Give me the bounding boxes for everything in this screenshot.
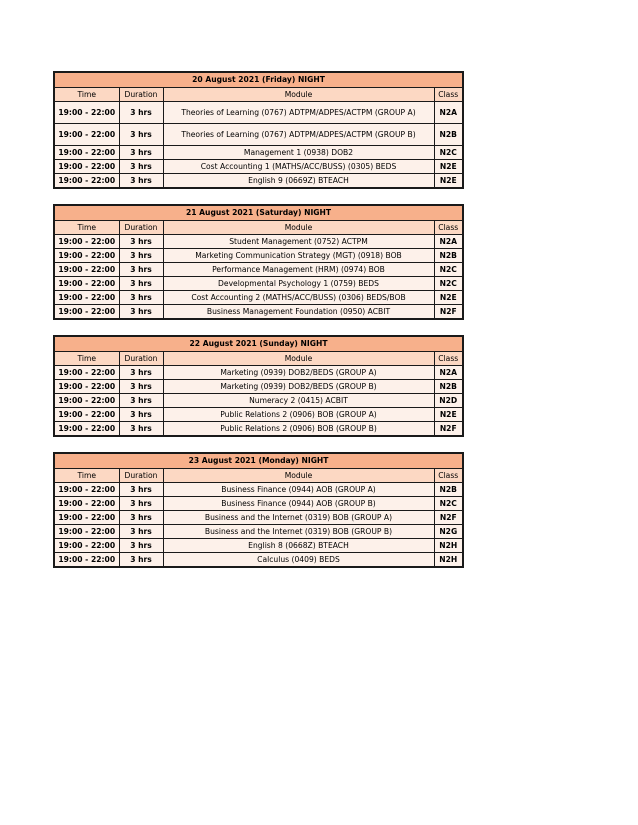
class-cell: N2C bbox=[434, 146, 463, 160]
class-cell: N2B bbox=[434, 249, 463, 263]
duration-cell: 3 hrs bbox=[119, 160, 163, 174]
session-table bbox=[53, 335, 464, 437]
time-cell: 19:00 - 22:00 bbox=[54, 483, 119, 497]
class-cell: N2C bbox=[434, 277, 463, 291]
time-cell: 19:00 - 22:00 bbox=[54, 249, 119, 263]
class-cell: N2A bbox=[434, 235, 463, 249]
module-cell: Management 1 (0938) DOB2 bbox=[163, 146, 434, 160]
session-title: 22 August 2021 (Sunday) NIGHT bbox=[54, 336, 463, 352]
class-cell: N2H bbox=[434, 539, 463, 553]
duration-cell: 3 hrs bbox=[119, 146, 163, 160]
duration-cell: 3 hrs bbox=[119, 422, 163, 437]
module-cell: Cost Accounting 2 (MATHS/ACC/BUSS) (0306) BEDS/BOB bbox=[163, 291, 434, 305]
table-row bbox=[54, 539, 463, 553]
time-cell: 19:00 - 22:00 bbox=[54, 511, 119, 525]
header-row bbox=[54, 221, 463, 235]
column-header-duration: Duration bbox=[119, 221, 163, 235]
duration-cell: 3 hrs bbox=[119, 511, 163, 525]
session-title: 21 August 2021 (Saturday) NIGHT bbox=[54, 205, 463, 221]
table-row bbox=[54, 553, 463, 568]
class-cell: N2G bbox=[434, 525, 463, 539]
class-cell: N2D bbox=[434, 394, 463, 408]
duration-cell: 3 hrs bbox=[119, 291, 163, 305]
table-row bbox=[54, 380, 463, 394]
column-header-duration: Duration bbox=[119, 469, 163, 483]
table-row bbox=[54, 394, 463, 408]
time-cell: 19:00 - 22:00 bbox=[54, 124, 119, 146]
duration-cell: 3 hrs bbox=[119, 263, 163, 277]
duration-cell: 3 hrs bbox=[119, 539, 163, 553]
table-row bbox=[54, 511, 463, 525]
class-cell: N2C bbox=[434, 263, 463, 277]
time-cell: 19:00 - 22:00 bbox=[54, 277, 119, 291]
exam-timetable bbox=[53, 71, 462, 583]
table-row bbox=[54, 235, 463, 249]
module-cell: Calculus (0409) BEDS bbox=[163, 553, 434, 568]
session-table bbox=[53, 204, 464, 320]
table-row bbox=[54, 525, 463, 539]
time-cell: 19:00 - 22:00 bbox=[54, 263, 119, 277]
column-header-class: Class bbox=[434, 221, 463, 235]
table-row bbox=[54, 497, 463, 511]
time-cell: 19:00 - 22:00 bbox=[54, 160, 119, 174]
time-cell: 19:00 - 22:00 bbox=[54, 553, 119, 568]
class-cell: N2H bbox=[434, 553, 463, 568]
time-cell: 19:00 - 22:00 bbox=[54, 174, 119, 189]
duration-cell: 3 hrs bbox=[119, 174, 163, 189]
table-row bbox=[54, 146, 463, 160]
module-cell: Numeracy 2 (0415) ACBIT bbox=[163, 394, 434, 408]
header-row bbox=[54, 352, 463, 366]
module-cell: Theories of Learning (0767) ADTPM/ADPES/ACTPM (GROUP A) bbox=[163, 102, 434, 124]
session-table bbox=[53, 452, 464, 568]
module-cell: Developmental Psychology 1 (0759) BEDS bbox=[163, 277, 434, 291]
header-row bbox=[54, 469, 463, 483]
column-header-module: Module bbox=[163, 352, 434, 366]
time-cell: 19:00 - 22:00 bbox=[54, 539, 119, 553]
table-row bbox=[54, 174, 463, 189]
class-cell: N2F bbox=[434, 422, 463, 437]
class-cell: N2E bbox=[434, 291, 463, 305]
column-header-duration: Duration bbox=[119, 352, 163, 366]
time-cell: 19:00 - 22:00 bbox=[54, 102, 119, 124]
class-cell: N2E bbox=[434, 408, 463, 422]
session-title: 20 August 2021 (Friday) NIGHT bbox=[54, 72, 463, 88]
class-cell: N2B bbox=[434, 380, 463, 394]
column-header-time: Time bbox=[54, 221, 119, 235]
module-cell: Business Finance (0944) AOB (GROUP B) bbox=[163, 497, 434, 511]
table-row bbox=[54, 422, 463, 437]
module-cell: Student Management (0752) ACTPM bbox=[163, 235, 434, 249]
column-header-module: Module bbox=[163, 221, 434, 235]
table-row bbox=[54, 277, 463, 291]
time-cell: 19:00 - 22:00 bbox=[54, 380, 119, 394]
class-cell: N2F bbox=[434, 511, 463, 525]
session-title: 23 August 2021 (Monday) NIGHT bbox=[54, 453, 463, 469]
module-cell: Marketing (0939) DOB2/BEDS (GROUP B) bbox=[163, 380, 434, 394]
duration-cell: 3 hrs bbox=[119, 497, 163, 511]
module-cell: Business and the Internet (0319) BOB (GROUP B) bbox=[163, 525, 434, 539]
table-row bbox=[54, 305, 463, 320]
table-row bbox=[54, 408, 463, 422]
module-cell: Cost Accounting 1 (MATHS/ACC/BUSS) (0305) BEDS bbox=[163, 160, 434, 174]
column-header-module: Module bbox=[163, 469, 434, 483]
time-cell: 19:00 - 22:00 bbox=[54, 497, 119, 511]
table-row bbox=[54, 124, 463, 146]
table-row bbox=[54, 249, 463, 263]
session-table bbox=[53, 71, 464, 189]
table-row bbox=[54, 160, 463, 174]
class-cell: N2A bbox=[434, 366, 463, 380]
module-cell: Theories of Learning (0767) ADTPM/ADPES/ACTPM (GROUP B) bbox=[163, 124, 434, 146]
duration-cell: 3 hrs bbox=[119, 394, 163, 408]
column-header-class: Class bbox=[434, 352, 463, 366]
time-cell: 19:00 - 22:00 bbox=[54, 146, 119, 160]
class-cell: N2E bbox=[434, 160, 463, 174]
class-cell: N2E bbox=[434, 174, 463, 189]
column-header-duration: Duration bbox=[119, 88, 163, 102]
column-header-class: Class bbox=[434, 469, 463, 483]
module-cell: English 9 (0669Z) BTEACH bbox=[163, 174, 434, 189]
time-cell: 19:00 - 22:00 bbox=[54, 408, 119, 422]
module-cell: Business and the Internet (0319) BOB (GROUP A) bbox=[163, 511, 434, 525]
table-row bbox=[54, 366, 463, 380]
table-row bbox=[54, 263, 463, 277]
module-cell: Marketing (0939) DOB2/BEDS (GROUP A) bbox=[163, 366, 434, 380]
duration-cell: 3 hrs bbox=[119, 483, 163, 497]
table-row bbox=[54, 291, 463, 305]
duration-cell: 3 hrs bbox=[119, 380, 163, 394]
header-row bbox=[54, 88, 463, 102]
class-cell: N2C bbox=[434, 497, 463, 511]
class-cell: N2F bbox=[434, 305, 463, 320]
time-cell: 19:00 - 22:00 bbox=[54, 291, 119, 305]
time-cell: 19:00 - 22:00 bbox=[54, 394, 119, 408]
module-cell: Performance Management (HRM) (0974) BOB bbox=[163, 263, 434, 277]
class-cell: N2B bbox=[434, 483, 463, 497]
time-cell: 19:00 - 22:00 bbox=[54, 422, 119, 437]
duration-cell: 3 hrs bbox=[119, 124, 163, 146]
column-header-class: Class bbox=[434, 88, 463, 102]
duration-cell: 3 hrs bbox=[119, 525, 163, 539]
duration-cell: 3 hrs bbox=[119, 102, 163, 124]
duration-cell: 3 hrs bbox=[119, 305, 163, 320]
duration-cell: 3 hrs bbox=[119, 277, 163, 291]
table-row bbox=[54, 483, 463, 497]
duration-cell: 3 hrs bbox=[119, 553, 163, 568]
module-cell: Public Relations 2 (0906) BOB (GROUP A) bbox=[163, 408, 434, 422]
time-cell: 19:00 - 22:00 bbox=[54, 366, 119, 380]
duration-cell: 3 hrs bbox=[119, 249, 163, 263]
duration-cell: 3 hrs bbox=[119, 366, 163, 380]
time-cell: 19:00 - 22:00 bbox=[54, 305, 119, 320]
module-cell: English 8 (0668Z) BTEACH bbox=[163, 539, 434, 553]
module-cell: Business Management Foundation (0950) ACBIT bbox=[163, 305, 434, 320]
class-cell: N2B bbox=[434, 124, 463, 146]
module-cell: Business Finance (0944) AOB (GROUP A) bbox=[163, 483, 434, 497]
duration-cell: 3 hrs bbox=[119, 408, 163, 422]
duration-cell: 3 hrs bbox=[119, 235, 163, 249]
column-header-time: Time bbox=[54, 88, 119, 102]
table-row bbox=[54, 102, 463, 124]
time-cell: 19:00 - 22:00 bbox=[54, 525, 119, 539]
time-cell: 19:00 - 22:00 bbox=[54, 235, 119, 249]
column-header-module: Module bbox=[163, 88, 434, 102]
class-cell: N2A bbox=[434, 102, 463, 124]
column-header-time: Time bbox=[54, 352, 119, 366]
module-cell: Marketing Communication Strategy (MGT) (0918) BOB bbox=[163, 249, 434, 263]
module-cell: Public Relations 2 (0906) BOB (GROUP B) bbox=[163, 422, 434, 437]
column-header-time: Time bbox=[54, 469, 119, 483]
